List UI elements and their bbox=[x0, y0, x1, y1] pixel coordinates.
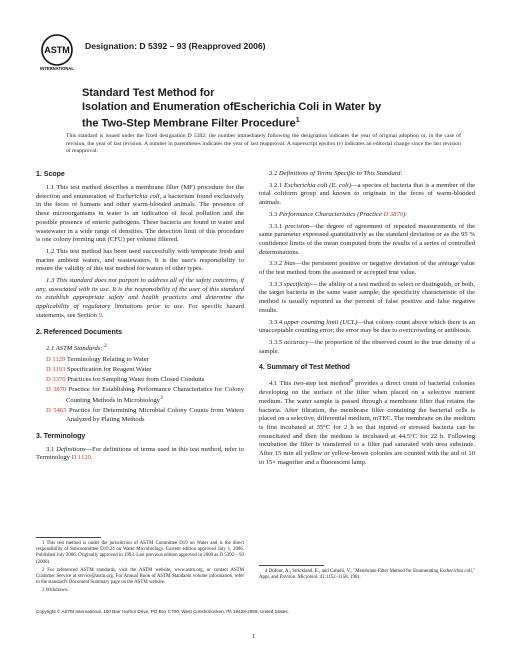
paragraph-3-3: 3.3 Performance Characteristics (Practice D 3870): bbox=[269, 210, 408, 218]
section-heading-summary: 4. Summary of Test Method bbox=[259, 364, 350, 372]
left-column bbox=[36, 170, 244, 466]
footnote-rule-right bbox=[259, 565, 324, 566]
ref-d1129: D 1129 Terminology Relating to Water bbox=[46, 356, 149, 364]
footnotes-right bbox=[259, 569, 475, 583]
footnote-3: 3 Withdrawn. bbox=[42, 588, 69, 594]
paragraph-3-3-3: 3.3.3 specificity— the ability of a test method to select or distinguish, or both, the target bacteria in the same water sample; the specificity characteristic of the method is usually reported as the percent of false positive and false negative results. bbox=[259, 280, 475, 314]
paragraph-1-3: 1.3 This standard does not purport to address all of the safety concerns, if any, associated with its use. It is the responsibility of the user of this standard to establish appropriate safety and health practices and determine the applicability of regulatory limitations prior to use. For specific hazard statements, see Section 9. bbox=[36, 277, 244, 319]
issue-note: This standard is issued under the fixed designation D 5392; the number immediately following the designation indicates the year of original adoption or, in the case of revision, the year of last revision. A number in parentheses indicates the year of last reapproval. A superscript epsilon (ε) indicates an editorial change since the last revision or reapproval. bbox=[66, 133, 461, 155]
ref-d1193: D 1193 Specification for Reagent Water bbox=[46, 366, 152, 374]
paragraph-2-1: 2.1 ASTM Standards: $^2$ bbox=[46, 342, 107, 352]
footnotes-left bbox=[36, 541, 244, 597]
title-footnote-marker: 1 bbox=[295, 117, 300, 124]
ref-d5465: D 5465 Practice for Determining Microbial Colony Counts from Waters Analyzed by Plating Methods bbox=[46, 407, 244, 423]
document-title bbox=[82, 87, 482, 131]
copyright-line: Copyright © ASTM International, 100 Barr Harbor Drive, PO Box C700, West Conshohocken, PA 19428-2959, United States. bbox=[36, 609, 289, 614]
designation: Designation: D 5392 – 93 (Reapproved 2006) bbox=[85, 41, 266, 51]
paragraph-1-2: 1.2 This test method has been used successfully with temperate fresh and marine ambient waters, and wastewaters. It is the user's responsibility to ensure the validity of this test method for waters of other types. bbox=[36, 247, 244, 273]
svg-text:ASTM: ASTM bbox=[44, 45, 70, 55]
logo-caption: INTERNATIONAL bbox=[40, 66, 74, 71]
title-line-1: Standard Test Method for bbox=[82, 87, 215, 99]
paragraph-3-3-5: 3.3.5 accuracy—the proportion of the observed count to the true density of a sample. bbox=[259, 338, 475, 355]
paragraph-3-1: 3.1 Definitions—For definitions of terms used in this test method, refer to Terminology D 1129. bbox=[36, 445, 245, 462]
paragraph-4-1: 4.1 This two-step test method$^4$ provides a direct count of bacterial colonies developing on the surface of the filter when placed on a selective nutrient medium. The water sample is passed through a membrane filter that retains the bacteria. After filtration, the membrane filter containing the bacterial cells is placed on a selective, differential medium, mTEC. The membrane on the medium is first incubated at 35°C for 2 h so that injured or stressed bacteria can be resuscitated and then the medium is incubated at 44.5°C for 22 h. Following incubation the filter is transferred to a filter pad saturated with urea substrate. After 15 min all yellow or yellow-brown colonies are counted with the aid of 10 to 15× magnifier and a fluorescent lamp. bbox=[259, 378, 475, 466]
section-heading-scope: 1. Scope bbox=[36, 171, 65, 178]
paragraph-1-1: 1.1 This test method describes a membrane filter (MF) procedure for the detection and enumeration of Escherichia coli, a bacterium found exclusively in the feces of humans and other warm-blooded animals. The presence of these microorganisms in water is an indication of fecal pollution and the possible presence of enteric pathogens. These bacteria are found in water and wastewater in a wide range of densities. The detection limit of this procedure is one colony forming unit (CFU) per volume filtered. bbox=[36, 184, 244, 244]
footnote-4: 4 Dufour, A., Strickland, E., and Cabelli, V., "Membrane Filter Method for Enumerating Escherichia coli," Appl. and Environ. Microbiol. 41:1152–1158, 1981. bbox=[259, 569, 475, 581]
paragraph-3-2: 3.2 Definitions of Terms Specific to This Standard: bbox=[269, 170, 403, 177]
ref-d3870: D 3870 Practice for Establishing Performance Characteristics for Colony Counting Methods in Microbiology$^3$ bbox=[46, 385, 245, 405]
ref-d3370: D 3370 Practices for Sampling Water from Closed Conduits bbox=[46, 375, 205, 383]
paragraph-3-3-4: 3.3.4 upper counting limit (UCL)—that colony count above which there is an unacceptable counting error; the error may be due to overcrowding or antibiosis. bbox=[259, 318, 476, 335]
footnote-2: 2 For referenced ASTM standards, visit the ASTM website, www.astm.org, or contact ASTM Customer Service at service@astm.org. For Annual Book of ASTM Standards volume information, refer to the standard's Document Summary page on the ASTM website. bbox=[36, 567, 244, 586]
section-9-link[interactable]: 9 bbox=[98, 311, 102, 319]
page-number: 1 bbox=[252, 633, 256, 640]
d1129-link[interactable]: D 1129 bbox=[71, 454, 91, 462]
paragraph-3-3-1: 3.3.1 precision—the degree of agreement of repeated measurements of the same parameter expressed quantitatively as the standard deviation or as the 95 % confidence limits of the mean computed from the results of a series of controlled determinations. bbox=[259, 222, 475, 256]
footnote-1: 1 This test method is under the jurisdiction of ASTM Committee D19 on Water and is the direct responsibility of Subcommittee D19.24 on Water Microbiology. Current edition approved July 1, 2006. Published July 2006. Originally approved in 1993. Last previous edition approved in 2000 as D 5392 – 93 (2000). bbox=[36, 541, 244, 565]
astm-logo bbox=[37, 32, 77, 72]
title-line-3: the Two-Step Membrane Filter Procedure$^1$ bbox=[82, 117, 300, 130]
footnote-rule-left bbox=[36, 537, 101, 538]
d3870-link[interactable]: D 3870 bbox=[383, 210, 404, 218]
paragraph-3-2-1: 3.2.1 Escherichia coli (E. coli)—a species of bacteria that is a member of the total coliform group and known to originate in the feces of warm-blooded animals. bbox=[259, 181, 475, 207]
paragraph-3-3-2: 3.3.2 bias—the persistent positive or negative deviation of the average value of the test method from the assumed or accepted true value. bbox=[259, 260, 475, 277]
section-heading-terminology: 3. Terminology bbox=[36, 432, 86, 440]
section-heading-referenced-documents: 2. Referenced Documents bbox=[36, 328, 122, 336]
title-line-2: Isolation and Enumeration ofEscherichia Coli in Water by bbox=[82, 100, 382, 113]
right-column bbox=[259, 170, 475, 471]
